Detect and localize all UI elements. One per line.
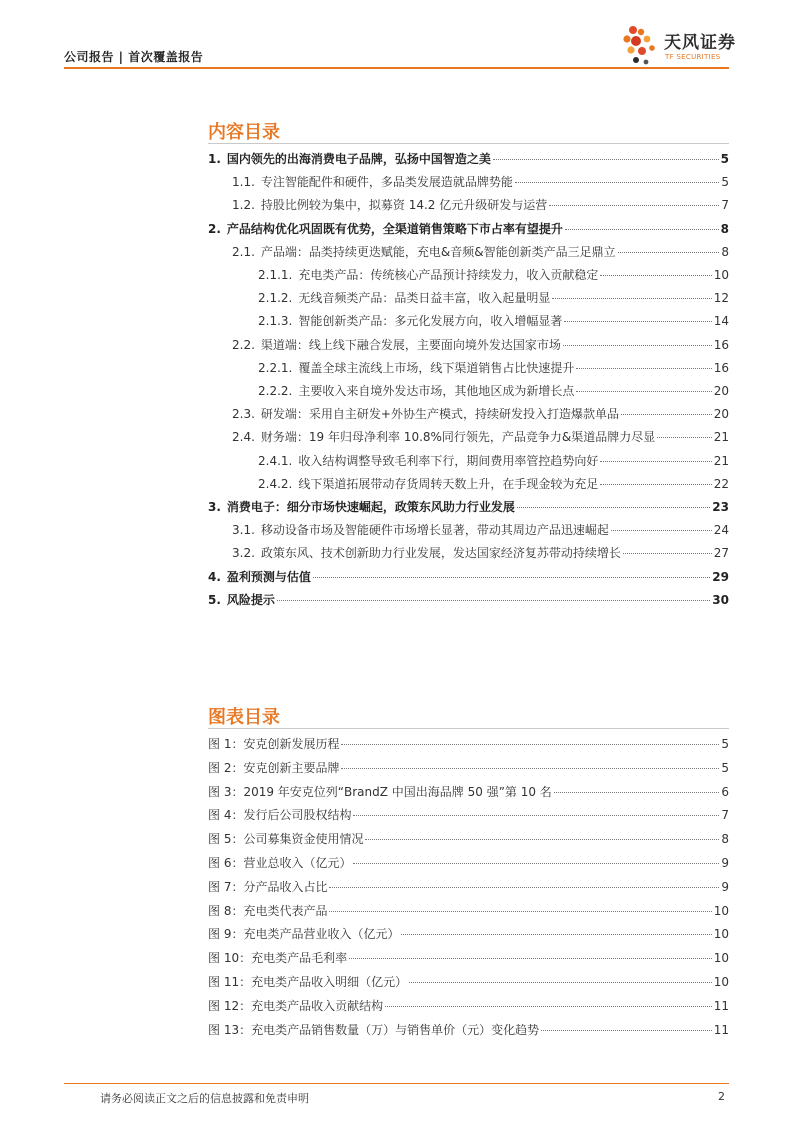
figure-entry-page: 10 [713,975,729,989]
figure-entry-text: 图 3：2019 年安克位列“BrandZ 中国出海品牌 50 强”第 10 名 [208,785,552,799]
figure-entry[interactable] [208,878,729,898]
figure-entry[interactable] [208,735,729,755]
toc-entry[interactable] [208,498,729,518]
toc-entry-number: 2.1.3. [258,314,293,328]
figure-entry-text: 图 13：充电类产品销售数量（万）与销售单价（元）变化趋势 [208,1023,540,1037]
toc-entry-page: 24 [713,523,729,537]
toc-entry-number: 2.1.1. [258,268,293,282]
report-type-label: 公司报告 | 首次覆盖报告 [64,50,204,64]
toc-entry-page: 21 [713,430,729,444]
toc-entry-page: 30 [712,593,729,607]
toc-entry[interactable] [208,591,729,611]
figure-entry-text: 图 9：充电类产品营业收入（亿元） [208,927,400,941]
figure-entry-text: 图 6：营业总收入（亿元） [208,856,352,870]
toc-entry-text: 产品端：品类持续更迭赋能，充电&音频&智能创新类产品三足鼎立 [260,245,616,259]
footer-divider [64,1083,729,1084]
toc-entry-number: 2.3. [232,407,255,421]
figure-entry-page: 11 [713,999,729,1013]
figure-entry-page: 10 [713,904,729,918]
toc-entry-text: 主要收入来自境外发达市场，其他地区成为新增长点 [298,384,575,398]
toc-leader-dots [576,368,711,369]
footer-disclaimer: 请务必阅读正文之后的信息披露和免责申明 [100,1092,309,1105]
figure-entry-text: 图 5：公司募集资金使用情况 [208,832,364,846]
figures-title-divider [208,728,729,729]
toc-entry-number: 3. [208,500,221,514]
toc-entry-number: 2. [208,222,221,236]
figure-leader-dots [341,768,719,769]
figure-entry-page: 11 [713,1023,729,1037]
toc-entry[interactable] [258,452,729,472]
toc-entry-number: 1. [208,152,221,166]
toc-leader-dots [515,182,719,183]
toc-entry-text: 盈利预测与估值 [226,570,311,584]
toc-entry[interactable] [208,150,729,170]
toc-entry[interactable] [258,289,729,309]
toc-entry-page: 8 [721,245,729,259]
figure-entry-text: 图 11：充电类产品收入明细（亿元） [208,975,408,989]
figure-entry[interactable] [208,973,729,993]
company-logo [622,22,742,70]
toc-entry[interactable] [232,428,729,448]
toc-entry-text: 持股比例较为集中，拟募资 14.2 亿元升级研发与运营 [260,198,548,212]
toc-entry-page: 12 [713,291,729,305]
toc-entry-text: 智能创新类产品：多元化发展方向，收入增幅显著 [298,314,563,328]
toc-entry-number: 2.2.2. [258,384,293,398]
toc-entry[interactable] [208,568,729,588]
toc-entry-text: 线下渠道拓展带动存货周转天数上升，在手现金较为充足 [298,477,599,491]
toc-entry-page: 10 [713,268,729,282]
toc-entry[interactable] [258,359,729,379]
toc-entry[interactable] [232,336,729,356]
toc-entry-page: 7 [721,198,729,212]
figure-leader-dots [554,792,720,793]
figure-entry-text: 图 10：充电类产品毛利率 [208,951,348,965]
toc-entry[interactable] [258,382,729,402]
figure-leader-dots [541,1030,712,1031]
toc-entry[interactable] [258,312,729,332]
toc-leader-dots [611,530,712,531]
toc-entry-text: 消费电子：细分市场快速崛起，政策东风助力行业发展 [226,500,515,514]
toc-title: 内容目录 [208,122,280,143]
toc-entry-text: 财务端：19 年归母净利率 10.8%同行领先，产品竞争力&渠道品牌力尽显 [260,430,656,444]
toc-entry-text: 充电类产品：传统核心产品预计持续发力，收入贡献稳定 [298,268,599,282]
figure-entry-page: 10 [713,927,729,941]
toc-entry-number: 1.2. [232,198,255,212]
figure-entry-page: 6 [721,785,729,799]
toc-entry[interactable] [232,196,729,216]
toc-leader-dots [563,345,712,346]
toc-leader-dots [564,321,711,322]
toc-entry-page: 20 [713,407,729,421]
toc-entry-text: 渠道端：线上线下融合发展，主要面向境外发达国家市场 [260,338,561,352]
toc-leader-dots [600,484,711,485]
toc-entry[interactable] [258,266,729,286]
toc-entry-page: 21 [713,454,729,468]
toc-entry[interactable] [258,475,729,495]
toc-entry[interactable] [232,243,729,263]
toc-leader-dots [277,600,710,601]
toc-leader-dots [493,159,719,160]
toc-entry-page: 23 [712,500,729,514]
figure-entry-text: 图 7：分产品收入占比 [208,880,328,894]
toc-entry-number: 1.1. [232,175,255,189]
toc-entry-page: 5 [720,152,729,166]
toc-entry-page: 16 [713,338,729,352]
figure-entry[interactable] [208,1021,729,1041]
toc-leader-dots [600,275,711,276]
toc-entry-text: 政策东风、技术创新助力行业发展，发达国家经济复苏带动持续增长 [260,546,621,560]
toc-entry-number: 2.4. [232,430,255,444]
toc-entry-text: 研发端：采用自主研发+外协生产模式，持续研发投入打造爆款单品 [260,407,619,421]
toc-leader-dots [565,229,719,230]
figure-entry-page: 5 [721,761,729,775]
toc-leader-dots [618,252,719,253]
figure-entry-text: 图 4：发行后公司股权结构 [208,808,352,822]
figure-entry-page: 5 [721,737,729,751]
toc-entry[interactable] [232,405,729,425]
toc-entry-number: 2.2.1. [258,361,293,375]
toc-entry-page: 29 [712,570,729,584]
toc-title-divider [208,143,729,144]
figure-entry-page: 8 [721,832,729,846]
toc-entry-text: 覆盖全球主流线上市场，线下渠道销售占比快速提升 [298,361,575,375]
toc-entry-number: 2.2. [232,338,255,352]
figure-entry[interactable] [208,997,729,1017]
figure-entry[interactable] [208,783,729,803]
toc-leader-dots [313,577,710,578]
figure-entry[interactable] [208,925,729,945]
toc-entry-page: 5 [721,175,729,189]
figure-leader-dots [385,1006,712,1007]
figure-leader-dots [353,815,719,816]
toc-entry-page: 14 [713,314,729,328]
figure-leader-dots [353,863,719,864]
figure-entry-page: 10 [713,951,729,965]
toc-entry-page: 16 [713,361,729,375]
toc-leader-dots [600,461,711,462]
figure-entry[interactable] [208,830,729,850]
toc-entry[interactable] [232,544,729,564]
toc-entry-number: 4. [208,570,221,584]
logo-name: 天风证券 [664,33,736,53]
page-number: 2 [718,1090,725,1103]
toc-leader-dots [576,391,711,392]
figure-leader-dots [365,839,719,840]
toc-entry-page: 22 [713,477,729,491]
figure-leader-dots [409,982,712,983]
toc-entry-number: 2.4.1. [258,454,293,468]
toc-entry-number: 5. [208,593,221,607]
toc-leader-dots [657,437,711,438]
toc-entry-page: 8 [720,222,729,236]
toc-entry[interactable] [232,521,729,541]
toc-leader-dots [517,507,710,508]
toc-entry[interactable] [208,220,729,240]
toc-leader-dots [623,553,712,554]
figure-entry[interactable] [208,902,729,922]
figure-entry-text: 图 12：充电类产品收入贡献结构 [208,999,384,1013]
toc-entry[interactable] [232,173,729,193]
toc-entry-number: 3.1. [232,523,255,537]
figure-entry[interactable] [208,949,729,969]
figure-leader-dots [341,744,719,745]
figure-leader-dots [329,911,711,912]
figure-leader-dots [349,958,712,959]
figure-leader-dots [401,934,711,935]
figure-entry-text: 图 8：充电类代表产品 [208,904,328,918]
toc-entry-page: 27 [713,546,729,560]
toc-leader-dots [621,414,712,415]
figures-title: 图表目录 [208,707,280,728]
header-divider [64,67,729,69]
toc-entry-number: 2.1.2. [258,291,293,305]
toc-entry-text: 专注智能配件和硬件，多品类发展造就品牌势能 [260,175,513,189]
figure-entry-text: 图 1：安克创新发展历程 [208,737,340,751]
toc-entry-number: 2.4.2. [258,477,293,491]
toc-entry-text: 产品结构优化巩固既有优势，全渠道销售策略下市占率有望提升 [226,222,563,236]
toc-entry-text: 风险提示 [226,593,275,607]
figure-entry-text: 图 2：安克创新主要品牌 [208,761,340,775]
toc-entry-page: 20 [713,384,729,398]
toc-entry-text: 收入结构调整导致毛利率下行，期间费用率管控趋势向好 [298,454,599,468]
logo-subtitle: TF SECURITIES [665,53,721,61]
figure-entry[interactable] [208,806,729,826]
figure-entry[interactable] [208,854,729,874]
logo-flower-icon [622,22,662,70]
toc-entry-number: 2.1. [232,245,255,259]
toc-entry-text: 无线音频类产品：品类日益丰富，收入起量明显 [298,291,551,305]
figure-entry-page: 9 [721,880,729,894]
toc-leader-dots [552,298,711,299]
toc-leader-dots [549,205,719,206]
toc-entry-text: 移动设备市场及智能硬件市场增长显著，带动其周边产品迅速崛起 [260,523,609,537]
figure-entry[interactable] [208,759,729,779]
toc-entry-text: 国内领先的出海消费电子品牌，弘扬中国智造之美 [226,152,491,166]
figure-entry-page: 7 [721,808,729,822]
toc-entry-number: 3.2. [232,546,255,560]
figure-entry-page: 9 [721,856,729,870]
figure-leader-dots [329,887,719,888]
